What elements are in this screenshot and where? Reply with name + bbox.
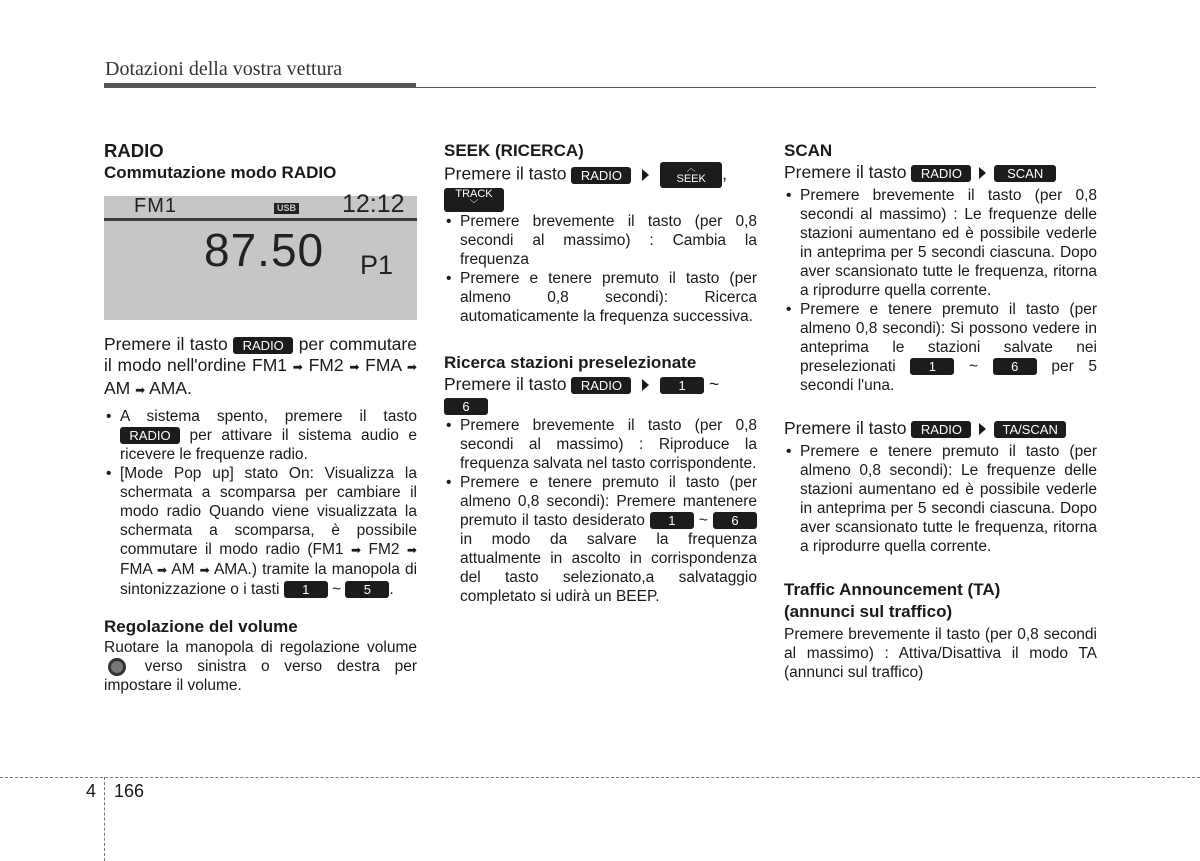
header-rule-thin bbox=[416, 87, 1096, 88]
list-item: • Premere e tenere premuto il tasto (per almeno 0,8 secondi): Ricerca automaticamente la frequenza successiva. bbox=[444, 269, 757, 326]
preset-key-1: 1 bbox=[650, 512, 694, 529]
preset-lead: Premere il tasto RADIO 1 ~ 6 bbox=[444, 374, 720, 414]
list-item: • Premere e tenere premuto il tasto (per almeno 0,8 secondi): Premere mantenere premuto il tasto desiderato 1 ~ 6 in modo da salvare la frequenza attualmente in ascolto in corrispondenza del tasto selezionato,a salvataggio completato si udirà un BEEP. bbox=[444, 473, 757, 606]
triangle-right-icon bbox=[642, 379, 649, 391]
preset-key-1: 1 bbox=[660, 377, 704, 394]
list-item: • Premere e tenere premuto il tasto (per almeno 0,8 secondi): Si possono vedere in anteprima le stazioni salvate nei preselezionati 1 ~ 6 per 5 secondi l'una. bbox=[784, 300, 1097, 395]
triangle-right-icon bbox=[979, 167, 986, 179]
column-radio bbox=[104, 140, 417, 695]
preset-key-6: 6 bbox=[713, 512, 757, 529]
display-preset: P1 bbox=[360, 250, 394, 280]
list-item: • [Mode Pop up] stato On: Visualizza la schermata a scomparsa per cambiare il modo radio Quando viene visualizzata la schermata a scomparsa, è possibile commutare il modo radio (FM1 ➡ FM2 ➡ FMA ➡ AM ➡ AMA.) tramite la manopola di sintonizzazione o i tasti 1 ~ 5 . bbox=[104, 464, 417, 599]
header-rule-thick bbox=[104, 83, 416, 88]
column-scan bbox=[784, 140, 1097, 682]
arrow-icon: ➡ bbox=[349, 360, 360, 374]
footer-rule bbox=[0, 777, 1200, 778]
triangle-right-icon bbox=[642, 169, 649, 181]
list-item: • Premere brevemente il tasto (per 0,8 secondi al massimo) : Le frequenze delle stazioni aumentano ed è possibile vederle in anteprima per 5 secondi ciascuna. Dopo aver scansionato tutte le frequenza, ritorna a riprodurre quella corrente. bbox=[784, 186, 1097, 300]
preset-key-1: 1 bbox=[284, 581, 328, 598]
display-mode: FM1 bbox=[134, 195, 177, 217]
radio-mode-paragraph: Premere il tasto RADIO per commutare il modo nell'ordine FM1 ➡ FM2 ➡ FMA ➡ AM ➡ AMA. bbox=[104, 334, 417, 398]
preset-key-5: 5 bbox=[345, 581, 389, 598]
seek-bullets bbox=[444, 212, 757, 326]
display-usb-badge: USB bbox=[274, 203, 299, 214]
heading-radio: RADIO bbox=[104, 140, 164, 161]
scan-lead: Premere il tasto RADIO SCAN bbox=[784, 162, 1097, 183]
scan-bullets bbox=[784, 186, 1097, 395]
subheading-radio-mode: Commutazione modo RADIO bbox=[104, 163, 337, 182]
heading-volume: Regolazione del volume bbox=[104, 617, 298, 636]
list-item: • Premere brevemente il tasto (per 0,8 secondi al massimo) : Cambia la frequenza bbox=[444, 212, 757, 269]
caret-up-icon: ︿ bbox=[686, 163, 696, 173]
triangle-right-icon bbox=[979, 423, 986, 435]
heading-seek: SEEK (RICERCA) bbox=[444, 141, 584, 160]
footer-vertical-rule bbox=[104, 777, 105, 861]
section-number: 4 bbox=[86, 781, 97, 801]
display-frequency: 87.50 bbox=[204, 224, 325, 276]
heading-preset-search: Ricerca stazioni preselezionate bbox=[444, 353, 697, 372]
radio-display bbox=[104, 190, 417, 320]
arrow-icon: ➡ bbox=[350, 543, 362, 557]
radio-key: RADIO bbox=[911, 421, 971, 438]
radio-key: RADIO bbox=[571, 377, 631, 394]
arrow-icon: ➡ bbox=[292, 360, 303, 374]
preset-key-6: 6 bbox=[993, 358, 1037, 375]
radio-key: RADIO bbox=[571, 167, 631, 184]
seek-key: ︿ SEEK bbox=[660, 162, 722, 188]
radio-key: RADIO bbox=[120, 427, 180, 444]
page-number: 166 bbox=[114, 781, 145, 801]
tascan-lead: Premere il tasto RADIO TA/SCAN bbox=[784, 418, 1097, 439]
heading-ta-2: (annunci sul traffico) bbox=[784, 602, 953, 621]
track-key: TRACK ﹀ bbox=[444, 188, 504, 212]
arrow-icon: ➡ bbox=[406, 543, 417, 557]
page-header-title: Dotazioni della vostra vettura bbox=[105, 58, 343, 80]
radio-bullets bbox=[104, 407, 417, 599]
radio-key: RADIO bbox=[233, 337, 293, 354]
preset-key-1: 1 bbox=[910, 358, 954, 375]
list-item: • Premere e tenere premuto il tasto (per almeno 0,8 secondi): Le frequenze delle stazioni aumentano ed è possibile vederle in anteprima per 5 secondi ciascuna. Dopo aver scansionato tutte le frequenza, ritorna a riprodurre quella corrente. bbox=[784, 442, 1097, 556]
volume-knob-icon bbox=[108, 658, 126, 676]
arrow-icon: ➡ bbox=[156, 563, 168, 577]
radio-key: RADIO bbox=[911, 165, 971, 182]
arrow-icon: ➡ bbox=[199, 563, 210, 577]
scan-key: SCAN bbox=[994, 165, 1056, 182]
arrow-icon: ➡ bbox=[135, 383, 146, 397]
list-item: • A sistema spento, premere il tasto RADIO per attivare il sistema audio e ricevere le frequenze radio. bbox=[104, 407, 417, 464]
arrow-icon: ➡ bbox=[406, 360, 417, 374]
heading-ta-1: Traffic Announcement (TA) bbox=[784, 580, 1001, 599]
tascan-bullets bbox=[784, 442, 1097, 556]
list-item: • Premere brevemente il tasto (per 0,8 secondi al massimo) : Riproduce la frequenza salvata nel tasto corrispondente. bbox=[444, 416, 757, 473]
heading-scan: SCAN bbox=[784, 141, 833, 160]
preset-key-6: 6 bbox=[444, 398, 488, 415]
tascan-key: TA/SCAN bbox=[994, 421, 1066, 438]
display-time: 12:12 bbox=[342, 190, 405, 218]
caret-down-icon: ﹀ bbox=[469, 199, 479, 209]
display-divider bbox=[104, 218, 417, 221]
preset-bullets bbox=[444, 416, 757, 606]
ta-paragraph: Premere brevemente il tasto (per 0,8 secondi al massimo) : Attiva/Disattiva il modo TA (annunci sul traffico) bbox=[784, 626, 1097, 681]
seek-lead: Premere il tasto RADIO ︿ SEEK , TRACK ﹀ bbox=[444, 162, 757, 212]
column-seek bbox=[444, 140, 757, 606]
volume-paragraph: Ruotare la manopola di regolazione volume verso sinistra o verso destra per impostare il volume. bbox=[104, 639, 417, 694]
